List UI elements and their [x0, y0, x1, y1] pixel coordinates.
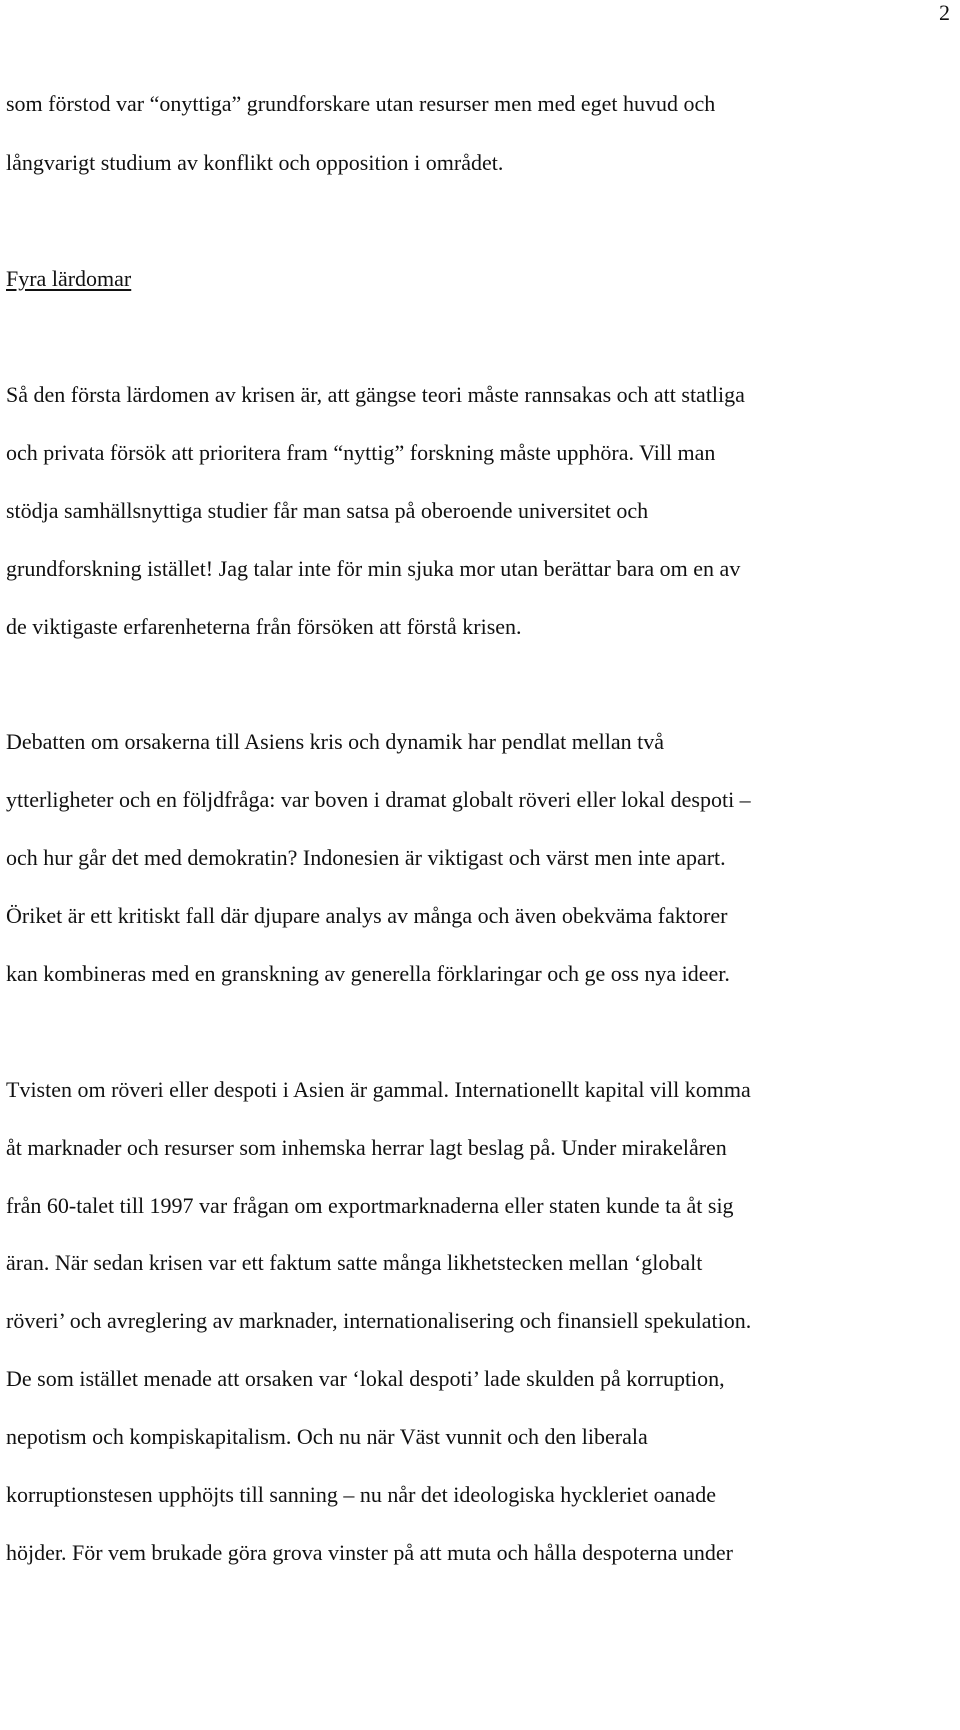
text-line: kan kombineras med en granskning av generella förklaringar och ge oss nya ideer.: [6, 961, 730, 986]
text-line: De som istället menade att orsaken var ‘lokal despoti’ lade skulden på korruption,: [6, 1366, 725, 1391]
text-line: Så den första lärdomen av krisen är, att gängse teori måste rannsakas och att statliga: [6, 382, 745, 407]
text-line: de viktigaste erfarenheterna från försöken att förstå krisen.: [6, 614, 522, 639]
text-line: Tvisten om röveri eller despoti i Asien är gammal. Internationellt kapital vill komma: [6, 1077, 751, 1102]
text-line: röveri’ och avreglering av marknader, internationalisering och finansiell spekulation.: [6, 1308, 752, 1333]
text-line: stödja samhällsnyttiga studier får man satsa på oberoende universitet och: [6, 498, 649, 523]
text-line: åt marknader och resurser som inhemska herrar lagt beslag på. Under mirakelåren: [6, 1135, 727, 1160]
text-line: äran. När sedan krisen var ett faktum satte många likhetstecken mellan ‘globalt: [6, 1250, 703, 1275]
text-line: Öriket är ett kritiskt fall där djupare analys av många och även obekväma faktorer: [6, 903, 728, 928]
text-line: som förstod var “onyttiga” grundforskare utan resurser men med eget huvud och: [6, 91, 716, 116]
page-number: 2: [939, 0, 950, 25]
text-line: korruptionstesen upphöjts till sanning – nu når det ideologiska hyckleriet oanade: [6, 1482, 716, 1507]
section-heading: Fyra lärdomar: [6, 266, 132, 291]
text-line: nepotism och kompiskapitalism. Och nu när Väst vunnit och den liberala: [6, 1424, 648, 1449]
text-line: och privata försök att prioritera fram “nyttig” forskning måste upphöra. Vill man: [6, 440, 716, 465]
text-line: Debatten om orsakerna till Asiens kris och dynamik har pendlat mellan två: [6, 729, 664, 754]
text-line: grundforskning istället! Jag talar inte för min sjuka mor utan berättar bara om en av: [6, 556, 741, 581]
text-line: höjder. För vem brukade göra grova vinster på att muta och hålla despoterna under: [6, 1540, 733, 1565]
text-line: och hur går det med demokratin? Indonesien är viktigast och värst men inte apart.: [6, 845, 726, 870]
text-line: ytterligheter och en följdfråga: var boven i dramat globalt röveri eller lokal despoti –: [6, 787, 751, 812]
text-line: från 60-talet till 1997 var frågan om exportmarknaderna eller staten kunde ta åt sig: [6, 1193, 734, 1218]
text-line: långvarigt studium av konflikt och opposition i området.: [6, 150, 504, 175]
